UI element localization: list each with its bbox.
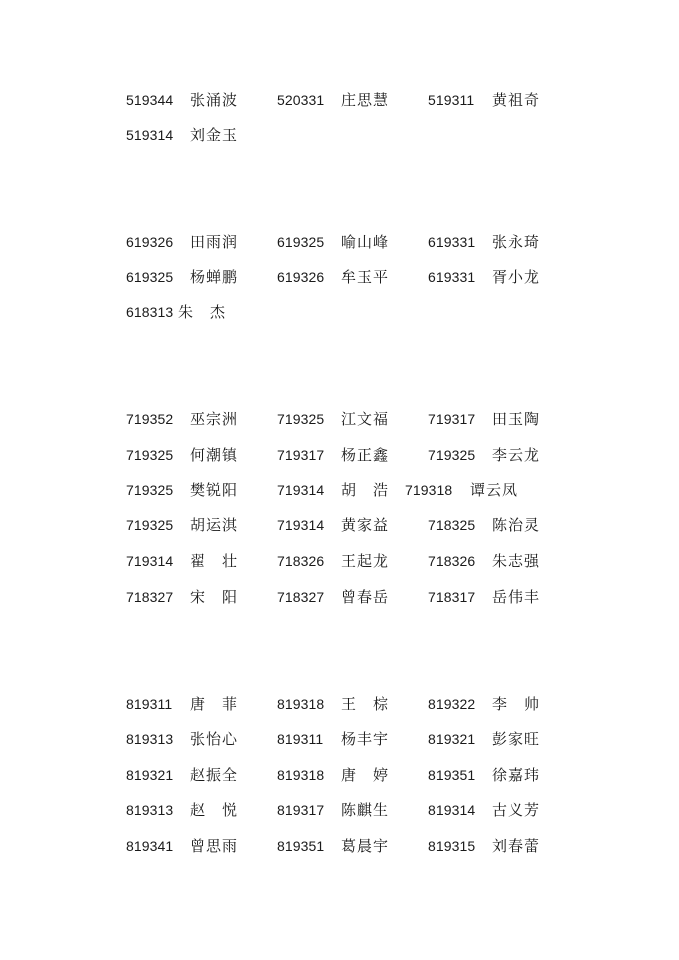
student-code: 819311 [126,696,173,712]
student-name: 曾思雨 [190,837,239,855]
student-code: 719352 [126,411,174,427]
student-code: 719314 [277,517,325,533]
student-name: 李云龙 [492,446,541,464]
student-code: 619326 [126,234,174,250]
student-name: 岳伟丰 [492,588,541,606]
student-code: 618313 [126,304,174,320]
student-name: 徐嘉玮 [492,766,541,784]
student-code: 819317 [277,802,325,818]
student-name: 庄思慧 [341,91,390,109]
student-code: 819351 [277,838,325,854]
student-name: 牟玉平 [341,268,390,286]
student-code: 719325 [126,447,174,463]
roster-row [0,407,679,431]
student-name: 胡 浩 [341,481,390,499]
student-name: 谭云凤 [470,481,519,499]
student-name: 张怡心 [190,730,239,748]
student-name: 杨丰宇 [341,730,390,748]
student-code: 719325 [126,482,174,498]
student-name: 赵振全 [190,766,239,784]
student-code: 718317 [428,589,476,605]
student-name: 赵 悦 [190,801,239,819]
student-name: 刘春蕾 [492,837,541,855]
student-name: 喻山峰 [341,233,390,251]
student-code: 819322 [428,696,476,712]
student-code: 519311 [428,92,475,108]
student-name: 曾春岳 [341,588,390,606]
student-code: 718326 [277,553,325,569]
student-name: 彭家旺 [492,730,541,748]
student-name: 胥小龙 [492,268,541,286]
student-name: 巫宗洲 [190,410,239,428]
student-name: 胡运淇 [190,516,239,534]
student-code: 520331 [277,92,325,108]
student-code: 619331 [428,234,476,250]
student-code: 619331 [428,269,476,285]
student-code: 819314 [428,802,476,818]
student-code: 819313 [126,731,174,747]
student-name: 黄祖奇 [492,91,541,109]
student-code: 819318 [277,696,325,712]
student-code: 719314 [277,482,325,498]
student-code: 519314 [126,127,174,143]
roster-row [0,265,679,289]
student-name: 张涌波 [190,91,239,109]
roster-row [0,88,679,112]
student-code: 718327 [126,589,174,605]
student-code: 619326 [277,269,325,285]
student-code: 819321 [126,767,174,783]
student-code: 819341 [126,838,174,854]
student-name: 田雨润 [190,233,239,251]
student-code: 819313 [126,802,174,818]
student-name: 田玉陶 [492,410,541,428]
roster-row [0,549,679,573]
student-code: 718325 [428,517,476,533]
student-name: 唐 菲 [190,695,239,713]
roster-row [0,123,679,147]
student-code: 819321 [428,731,476,747]
student-name: 樊锐阳 [190,481,239,499]
roster-row [0,692,679,716]
student-name: 陈治灵 [492,516,541,534]
student-name: 杨正鑫 [341,446,390,464]
student-name: 江文福 [341,410,390,428]
student-name: 张永琦 [492,233,541,251]
roster-row [0,798,679,822]
roster-row [0,585,679,609]
student-name: 杨蝉鹏 [190,268,239,286]
student-code: 719325 [126,517,174,533]
student-code: 719318 [405,482,453,498]
student-name: 王 棕 [341,695,390,713]
student-name: 黄家益 [341,516,390,534]
student-code: 719317 [428,411,476,427]
student-name: 刘金玉 [190,126,239,144]
student-name: 何潮镇 [190,446,239,464]
student-code: 819351 [428,767,476,783]
student-code: 619325 [126,269,174,285]
student-name: 翟 壮 [190,552,239,570]
student-code: 519344 [126,92,174,108]
student-name: 朱 杰 [178,303,227,321]
roster-row [0,834,679,858]
roster-row [0,443,679,467]
roster-row [0,478,679,502]
student-name: 葛晨宇 [341,837,390,855]
student-code: 718326 [428,553,476,569]
student-name: 唐 婷 [341,766,390,784]
roster-row [0,513,679,537]
roster-row [0,727,679,751]
student-code: 819311 [277,731,324,747]
student-name: 古义芳 [492,801,541,819]
roster-row [0,230,679,254]
roster-row [0,763,679,787]
student-code: 719325 [428,447,476,463]
student-name: 陈麒生 [341,801,390,819]
student-name: 李 帅 [492,695,541,713]
student-code: 718327 [277,589,325,605]
student-code: 819315 [428,838,476,854]
student-code: 719317 [277,447,325,463]
student-name: 朱志强 [492,552,541,570]
student-name: 王起龙 [341,552,390,570]
student-code: 719314 [126,553,174,569]
student-code: 719325 [277,411,325,427]
student-name: 宋 阳 [190,588,239,606]
roster-row [0,300,679,324]
student-code: 819318 [277,767,325,783]
student-code: 619325 [277,234,325,250]
